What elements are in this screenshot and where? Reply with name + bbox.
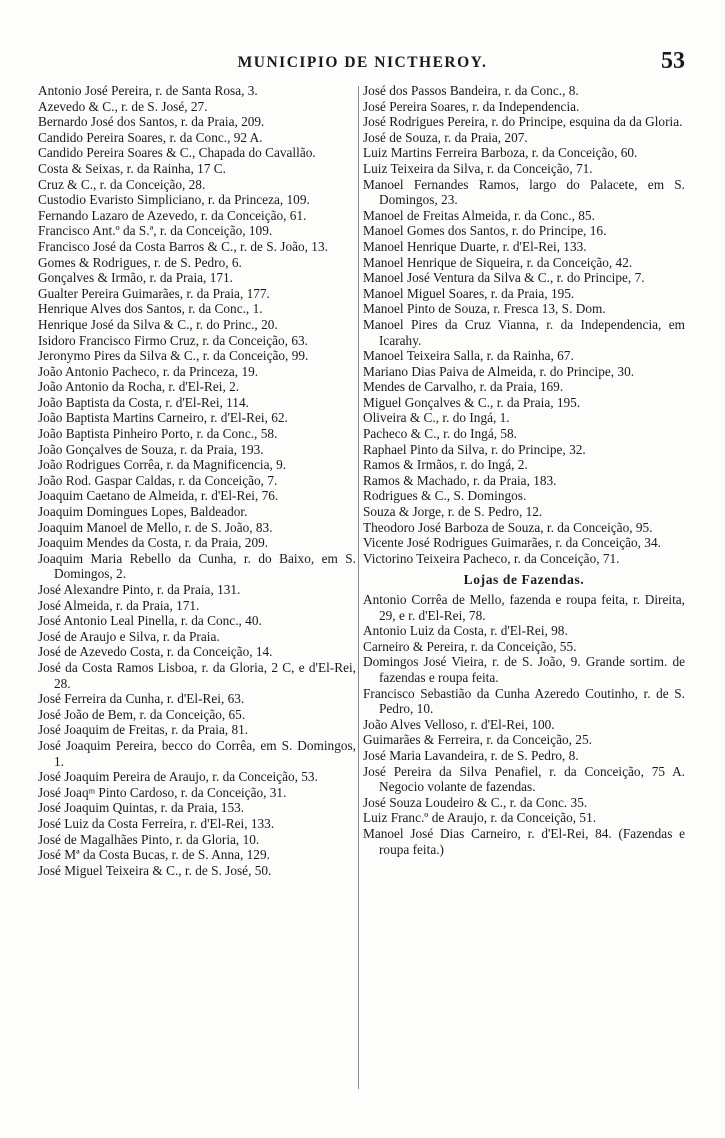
- directory-entry: José de Araujo e Silva, r. da Praia.: [38, 628, 220, 644]
- directory-entry: Antonio Luiz da Costa, r. d'El-Rei, 98.: [363, 623, 568, 639]
- directory-entry: José João de Bem, r. da Conceição, 65.: [38, 706, 246, 722]
- directory-entry: Luiz Teixeira da Silva, r. da Conceição, 71.: [363, 160, 593, 176]
- directory-entry: Manoel Fernandes Ramos, largo do Palacete, em S. Domingos, 23.: [363, 176, 685, 208]
- column-divider: [358, 86, 359, 1089]
- directory-entry: Ramos & Irmãos, r. do Ingá, 2.: [363, 457, 528, 473]
- directory-entry: Oliveira & C., r. do Ingá, 1.: [363, 410, 510, 426]
- directory-entry: Rodrigues & C., S. Domingos.: [363, 488, 527, 504]
- left-column: [38, 83, 356, 878]
- directory-entry: Henrique José da Silva & C., r. do Princ., 20.: [38, 316, 278, 332]
- directory-entry: Joaquim Mendes da Costa, r. da Praia, 209.: [38, 535, 269, 551]
- directory-entry: José de Azevedo Costa, r. da Conceição, 14.: [38, 644, 273, 660]
- directory-entry: Joaquim Caetano de Almeida, r. d'El-Rei, 76.: [38, 488, 279, 504]
- right-column: [363, 83, 685, 857]
- directory-entry: José Miguel Teixeira & C., r. de S. José, 50.: [38, 862, 272, 878]
- directory-entry: José Luiz da Costa Ferreira, r. d'El-Rei, 133.: [38, 815, 275, 831]
- directory-entry: José de Souza, r. da Praia, 207.: [363, 129, 528, 145]
- directory-entry: José dos Passos Bandeira, r. da Conc., 8.: [363, 83, 579, 98]
- directory-entry: Gualter Pereira Guimarães, r. da Praia, 177.: [38, 285, 270, 301]
- directory-entry: Fernando Lazaro de Azevedo, r. da Conceição, 61.: [38, 207, 307, 223]
- directory-entry: Candido Pereira Soares, r. da Conc., 92 A.: [38, 129, 263, 145]
- section-title: Lojas de Fazendas.: [463, 572, 585, 588]
- directory-entry: José de Magalhães Pinto, r. da Gloria, 10.: [38, 831, 260, 847]
- directory-entry: Ramos & Machado, r. da Praia, 183.: [363, 472, 557, 488]
- directory-entry: Cruz & C., r. da Conceição, 28.: [38, 176, 206, 192]
- directory-entry: Gomes & Rodrigues, r. de S. Pedro, 6.: [38, 254, 242, 270]
- directory-entry: Victorino Teixeira Pacheco, r. da Conceição, 71.: [363, 550, 620, 566]
- directory-entry: João Baptista Martins Carneiro, r. d'El-Rei, 62.: [38, 410, 288, 426]
- directory-entry: João Antonio Pacheco, r. da Princeza, 19.: [38, 363, 259, 379]
- directory-entry: João Alves Velloso, r. d'El-Rei, 100.: [363, 716, 555, 732]
- directory-entry: Manoel Teixeira Salla, r. da Rainha, 67.: [363, 348, 574, 364]
- directory-entry: Luiz Franc.º de Araujo, r. da Conceição, 51.: [363, 810, 597, 826]
- directory-entry: Manoel José Ventura da Silva & C., r. do Principe, 7.: [363, 270, 645, 286]
- directory-entry: Gonçalves & Irmão, r. da Praia, 171.: [38, 270, 233, 286]
- directory-entry: José Mª da Costa Bucas, r. de S. Anna, 129.: [38, 847, 270, 863]
- directory-entry: Domingos José Vieira, r. de S. João, 9. Grande sortim. de fazendas e roupa feita.: [363, 654, 685, 685]
- directory-entry: Guimarães & Ferreira, r. da Conceição, 25.: [363, 732, 592, 748]
- page-header: [40, 50, 685, 80]
- directory-entry: João Baptista da Costa, r. d'El-Rei, 114.: [38, 394, 249, 410]
- directory-entry: Henrique Alves dos Santos, r. da Conc., 1.: [38, 301, 263, 317]
- directory-entry: José Joaquim de Freitas, r. da Praia, 81.: [38, 722, 249, 738]
- directory-entry: Isidoro Francisco Firmo Cruz, r. da Conceição, 63.: [38, 332, 308, 348]
- directory-entry: José Pereira da Silva Penafiel, r. da Conceição, 75 A. Negocio volante de fazendas.: [363, 763, 685, 795]
- directory-entry: Joaquim Maria Rebello da Cunha, r. do Baixo, em S. Domingos, 2.: [38, 550, 356, 582]
- directory-entry: João Antonio da Rocha, r. d'El-Rei, 2.: [38, 379, 240, 395]
- directory-entry: Francisco José da Costa Barros & C., r. de S. João, 13.: [38, 238, 328, 254]
- directory-entry: João Baptista Pinheiro Porto, r. da Conc., 58.: [38, 426, 278, 442]
- directory-entry: José Joaquim Quintas, r. da Praia, 153.: [38, 800, 245, 816]
- directory-entry: Manoel Henrique Duarte, r. d'El-Rei, 133.: [363, 238, 587, 254]
- directory-entry: José Ferreira da Cunha, r. d'El-Rei, 63.: [38, 691, 245, 707]
- directory-entry: José Pereira Soares, r. da Independencia.: [363, 98, 580, 114]
- directory-entry: João Rodrigues Corrêa, r. da Magnificencia, 9.: [38, 457, 287, 473]
- directory-entry: Mendes de Carvalho, r. da Praia, 169.: [363, 379, 564, 395]
- directory-entry: Costa & Seixas, r. da Rainha, 17 C.: [38, 160, 226, 176]
- directory-entry: José Alexandre Pinto, r. da Praia, 131.: [38, 582, 241, 597]
- directory-entry: José Joaquim Pereira, becco do Corrêa, em S. Domingos, 1.: [38, 737, 356, 769]
- directory-entry: Manoel Miguel Soares, r. da Praia, 195.: [363, 285, 575, 301]
- directory-entry: Azevedo & C., r. de S. José, 27.: [38, 98, 208, 114]
- directory-entry: Manoel Henrique de Siqueira, r. da Conceição, 42.: [363, 254, 633, 270]
- directory-entry: Manoel Pinto de Souza, r. Fresca 13, S. Dom.: [363, 301, 606, 317]
- directory-entry: Manoel José Dias Carneiro, r. d'El-Rei, 84. (Fazendas e roupa feita.): [363, 825, 685, 857]
- directory-entry: Manoel de Freitas Almeida, r. da Conc., 85.: [363, 207, 595, 223]
- directory-entry: Souza & Jorge, r. de S. Pedro, 12.: [363, 504, 543, 520]
- page-title: MUNICIPIO DE NICTHEROY.: [237, 54, 488, 71]
- directory-entry: Miguel Gonçalves & C., r. da Praia, 195.: [363, 394, 581, 410]
- directory-entry: José Maria Lavandeira, r. de S. Pedro, 8.: [363, 747, 579, 763]
- directory-entry: Joaquim Domingues Lopes, Baldeador.: [38, 504, 248, 520]
- directory-entry: Manoel Pires da Cruz Vianna, r. da Independencia, em Icarahy.: [363, 316, 685, 348]
- directory-entry: José Almeida, r. da Praia, 171.: [38, 597, 200, 613]
- directory-entry: José Rodrigues Pereira, r. do Principe, esquina da da Gloria.: [363, 114, 683, 130]
- directory-entry: Luiz Martins Ferreira Barboza, r. da Conceição, 60.: [363, 145, 638, 161]
- page-number: 53: [661, 48, 685, 74]
- directory-entry: Custodio Evaristo Simpliciano, r. da Princeza, 109.: [38, 192, 310, 208]
- directory-entry: Pacheco & C., r. do Ingá, 58.: [363, 426, 517, 442]
- directory-entry: José Joaqᵐ Pinto Cardoso, r. da Conceição, 31.: [38, 784, 287, 800]
- directory-entry: Raphael Pinto da Silva, r. do Principe, 32.: [363, 441, 586, 457]
- directory-entry: Francisco Ant.º da S.ª, r. da Conceição, 109.: [38, 223, 273, 239]
- directory-entry: Antonio Corrêa de Mello, fazenda e roupa feita, r. Direita, 29, e r. d'El-Rei, 78.: [363, 592, 685, 623]
- directory-entry: José da Costa Ramos Lisboa, r. da Gloria, 2 C, e d'El-Rei, 28.: [38, 659, 356, 691]
- directory-entry: João Gonçalves de Souza, r. da Praia, 193.: [38, 441, 264, 457]
- directory-entry: João Rod. Gaspar Caldas, r. da Conceição, 7.: [38, 472, 278, 488]
- directory-entry: José Souza Loudeiro & C., r. da Conc. 35.: [363, 794, 588, 810]
- directory-entry: Bernardo José dos Santos, r. da Praia, 209.: [38, 114, 265, 130]
- directory-entry: José Joaquim Pereira de Araujo, r. da Conceição, 53.: [38, 769, 318, 785]
- directory-entry: Manoel Gomes dos Santos, r. do Principe, 16.: [363, 223, 607, 239]
- directory-entry: Antonio José Pereira, r. de Santa Rosa, 3.: [38, 83, 258, 98]
- directory-entry: Mariano Dias Paiva de Almeida, r. do Principe, 30.: [363, 363, 635, 379]
- directory-entry: Francisco Sebastião da Cunha Azeredo Coutinho, r. de S. Pedro, 10.: [363, 685, 685, 717]
- directory-entry: José Antonio Leal Pinella, r. da Conc., 40.: [38, 613, 262, 629]
- directory-entry: Joaquim Manoel de Mello, r. de S. João, 83.: [38, 519, 273, 535]
- directory-entry: Carneiro & Pereira, r. da Conceição, 55.: [363, 638, 577, 654]
- directory-entry: Vicente José Rodrigues Guimarães, r. da Conceição, 34.: [363, 535, 661, 551]
- fabric-shop-entries: [363, 592, 685, 857]
- directory-entry: Candido Pereira Soares & C., Chapada do Cavallão.: [38, 145, 316, 161]
- directory-entry: Jeronymo Pires da Silva & C., r. da Conceição, 99.: [38, 348, 309, 364]
- right-column-entries: [363, 83, 685, 566]
- directory-entry: Theodoro José Barboza de Souza, r. da Conceição, 95.: [363, 519, 653, 535]
